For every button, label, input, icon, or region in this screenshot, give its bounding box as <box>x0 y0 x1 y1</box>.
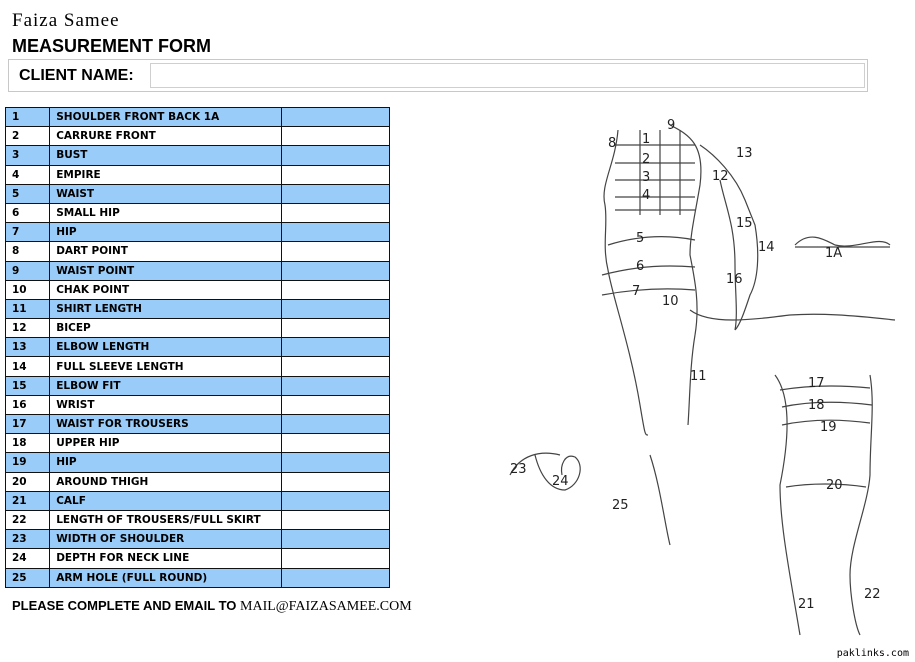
row-value-cell[interactable] <box>282 146 390 165</box>
body-measurement-sketch <box>490 105 910 650</box>
sketch-label: 9 <box>667 118 676 133</box>
client-name-input[interactable] <box>150 63 865 88</box>
measurement-table <box>5 107 390 588</box>
sketch-trousers <box>775 375 872 635</box>
table-row <box>6 261 390 280</box>
row-number: 20 <box>6 472 50 491</box>
row-label: CALF <box>50 491 282 510</box>
row-label: WAIST FOR TROUSERS <box>50 415 282 434</box>
row-number: 3 <box>6 146 50 165</box>
sketch-skirt-line <box>690 310 895 320</box>
table-row <box>6 108 390 127</box>
row-value-cell[interactable] <box>282 223 390 242</box>
row-value-cell[interactable] <box>282 510 390 529</box>
table-row <box>6 165 390 184</box>
row-number: 8 <box>6 242 50 261</box>
sketch-label: 14 <box>758 240 775 255</box>
row-number: 19 <box>6 453 50 472</box>
row-value-cell[interactable] <box>282 127 390 146</box>
sketch-label: 20 <box>826 478 843 493</box>
row-value-cell[interactable] <box>282 472 390 491</box>
sketch-shoulder <box>795 237 890 247</box>
row-number: 6 <box>6 203 50 222</box>
sketch-arm <box>700 145 758 330</box>
row-number: 1 <box>6 108 50 127</box>
row-value-cell[interactable] <box>282 549 390 568</box>
table-row <box>6 299 390 318</box>
row-number: 17 <box>6 415 50 434</box>
table-row <box>6 568 390 587</box>
row-value-cell[interactable] <box>282 434 390 453</box>
sketch-label: 4 <box>642 188 651 203</box>
row-label: WAIST <box>50 184 282 203</box>
row-number: 2 <box>6 127 50 146</box>
table-row <box>6 280 390 299</box>
row-value-cell[interactable] <box>282 261 390 280</box>
row-value-cell[interactable] <box>282 491 390 510</box>
client-name-label: CLIENT NAME: <box>19 67 134 84</box>
table-row <box>6 549 390 568</box>
footer-email[interactable]: MAIL@FAIZASAMEE.COM <box>240 599 412 614</box>
sketch-label: 24 <box>552 474 569 489</box>
sketch-label: 1A <box>825 246 843 261</box>
row-label: HIP <box>50 453 282 472</box>
row-number: 21 <box>6 491 50 510</box>
row-value-cell[interactable] <box>282 376 390 395</box>
sketch-label: 21 <box>798 597 815 612</box>
sketch-label: 8 <box>608 136 617 151</box>
table-row <box>6 357 390 376</box>
row-number: 11 <box>6 299 50 318</box>
sketch-label: 15 <box>736 216 753 231</box>
table-row <box>6 415 390 434</box>
row-label: ELBOW FIT <box>50 376 282 395</box>
row-label: WAIST POINT <box>50 261 282 280</box>
table-row <box>6 184 390 203</box>
sketch-label: 19 <box>820 420 837 435</box>
row-label: LENGTH OF TROUSERS/FULL SKIRT <box>50 510 282 529</box>
sketch-label: 7 <box>632 284 641 299</box>
sketch-label: 6 <box>636 259 645 274</box>
row-label: ELBOW LENGTH <box>50 338 282 357</box>
row-number: 9 <box>6 261 50 280</box>
table-row <box>6 223 390 242</box>
row-number: 10 <box>6 280 50 299</box>
row-label: BICEP <box>50 319 282 338</box>
row-value-cell[interactable] <box>282 453 390 472</box>
sketch-trouser-bands <box>780 386 872 487</box>
row-label: WIDTH OF SHOULDER <box>50 530 282 549</box>
row-label: FULL SLEEVE LENGTH <box>50 357 282 376</box>
table-row <box>6 146 390 165</box>
row-value-cell[interactable] <box>282 108 390 127</box>
row-number: 22 <box>6 510 50 529</box>
table-row <box>6 376 390 395</box>
sketch-label: 10 <box>662 294 679 309</box>
row-number: 18 <box>6 434 50 453</box>
row-value-cell[interactable] <box>282 357 390 376</box>
row-number: 4 <box>6 165 50 184</box>
footer-text: PLEASE COMPLETE AND EMAIL TO <box>12 598 241 613</box>
table-row <box>6 472 390 491</box>
row-number: 24 <box>6 549 50 568</box>
row-value-cell[interactable] <box>282 338 390 357</box>
table-row <box>6 395 390 414</box>
row-label: SMALL HIP <box>50 203 282 222</box>
row-value-cell[interactable] <box>282 319 390 338</box>
row-label: ARM HOLE (FULL ROUND) <box>50 568 282 587</box>
table-row <box>6 530 390 549</box>
row-number: 7 <box>6 223 50 242</box>
table-row <box>6 319 390 338</box>
row-number: 15 <box>6 376 50 395</box>
brand-name: Faiza Samee <box>12 10 120 31</box>
watermark: paklinks.com <box>836 648 909 659</box>
table-row <box>6 453 390 472</box>
table-row <box>6 434 390 453</box>
row-label: AROUND THIGH <box>50 472 282 491</box>
sketch-label: 1 <box>642 132 651 147</box>
row-label: SHIRT LENGTH <box>50 299 282 318</box>
sketch-label: 17 <box>808 376 825 391</box>
row-number: 25 <box>6 568 50 587</box>
row-value-cell[interactable] <box>282 530 390 549</box>
table-row <box>6 510 390 529</box>
row-number: 5 <box>6 184 50 203</box>
sketch-label: 16 <box>726 272 743 287</box>
row-number: 23 <box>6 530 50 549</box>
table-row <box>6 203 390 222</box>
row-label: CHAK POINT <box>50 280 282 299</box>
table-row <box>6 491 390 510</box>
row-value-cell[interactable] <box>282 415 390 434</box>
table-row <box>6 127 390 146</box>
row-value-cell[interactable] <box>282 395 390 414</box>
row-value-cell[interactable] <box>282 242 390 261</box>
row-label: WRIST <box>50 395 282 414</box>
row-value-cell[interactable] <box>282 203 390 222</box>
sketch-leg-left <box>650 455 670 545</box>
sketch-label: 25 <box>612 498 629 513</box>
row-label: DEPTH FOR NECK LINE <box>50 549 282 568</box>
sketch-label: 11 <box>690 369 707 384</box>
row-label: CARRURE FRONT <box>50 127 282 146</box>
table-row <box>6 338 390 357</box>
row-value-cell[interactable] <box>282 568 390 587</box>
sketch-label: 22 <box>864 587 881 602</box>
sketch-label: 3 <box>642 170 651 185</box>
row-number: 14 <box>6 357 50 376</box>
row-label: UPPER HIP <box>50 434 282 453</box>
row-label: BUST <box>50 146 282 165</box>
row-number: 12 <box>6 319 50 338</box>
row-value-cell[interactable] <box>282 280 390 299</box>
sketch-grid <box>615 130 695 215</box>
row-number: 13 <box>6 338 50 357</box>
sketch-label: 23 <box>510 462 527 477</box>
row-label: DART POINT <box>50 242 282 261</box>
sketch-label: 18 <box>808 398 825 413</box>
row-number: 16 <box>6 395 50 414</box>
row-label: EMPIRE <box>50 165 282 184</box>
row-value-cell[interactable] <box>282 184 390 203</box>
sketch-waist-lines <box>602 237 695 295</box>
row-value-cell[interactable] <box>282 165 390 184</box>
sketch-label: 13 <box>736 146 753 161</box>
row-label: SHOULDER FRONT BACK 1A <box>50 108 282 127</box>
form-title: MEASUREMENT FORM <box>12 36 211 56</box>
footer-instruction <box>12 598 412 615</box>
row-value-cell[interactable] <box>282 299 390 318</box>
sketch-label: 5 <box>636 231 645 246</box>
table-row <box>6 242 390 261</box>
row-label: HIP <box>50 223 282 242</box>
client-name-box <box>8 59 868 92</box>
sketch-label: 2 <box>642 152 651 167</box>
sketch-label: 12 <box>712 169 729 184</box>
